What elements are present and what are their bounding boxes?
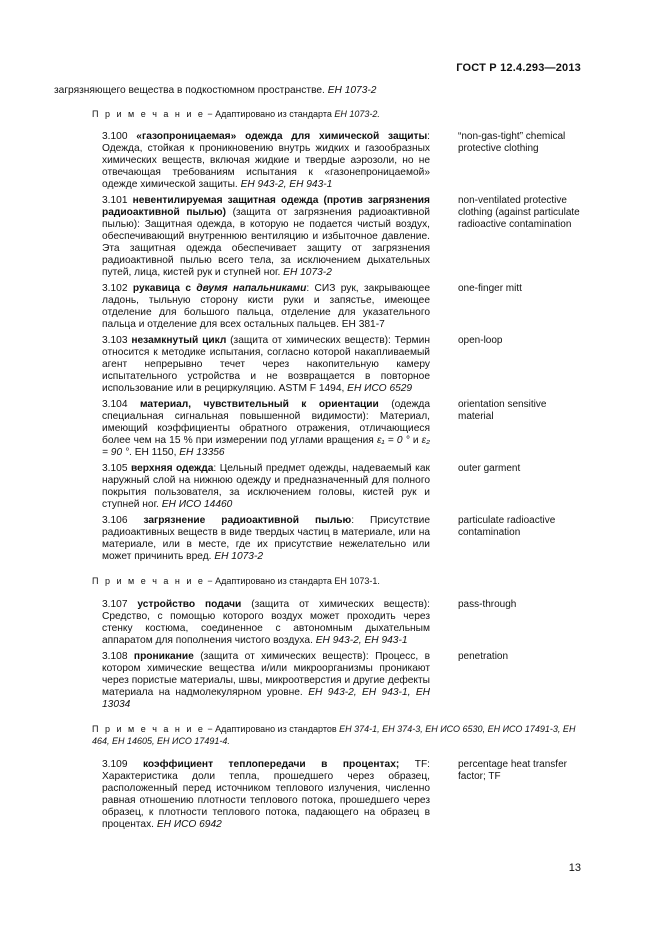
term-3-100-ref: ЕН 943-2, ЕН 943-1: [240, 179, 333, 190]
term-3-104-epsilon-1: ε₁ = 0 °: [376, 435, 410, 446]
term-3-107: [54, 599, 584, 647]
note-1-text: − Адаптировано из стандарта: [204, 109, 335, 119]
term-3-103-en: open-loop: [458, 335, 503, 346]
note-1: [54, 108, 584, 120]
term-3-104: [54, 399, 584, 459]
term-3-104-ref: ЕН 13356: [179, 447, 225, 458]
intro-text: загрязняющего вещества в подкостюмном пространстве.: [54, 85, 325, 96]
note-3-text: − Адаптировано из стандартов: [204, 724, 340, 734]
note-2-label: П р и м е ч а н и е: [92, 576, 205, 586]
term-3-103-ref: ЕН ИСО 6529: [347, 383, 413, 394]
note-3-refs: ЕН 374-1, ЕН 374-3, ЕН ИСО 6530, ЕН ИСО 17491-3, ЕН 464, ЕН 14605, ЕН ИСО 17491-4.: [92, 724, 576, 746]
note-2-text: − Адаптировано из стандарта ЕН 1073-1.: [204, 576, 380, 586]
term-3-107-ru: [54, 599, 430, 647]
term-3-107-ref: ЕН 943-2, ЕН 943-1: [315, 635, 408, 646]
intro-ref: ЕН 1073-2: [327, 85, 377, 96]
term-3-102-term-a: рукавица с: [132, 283, 197, 294]
term-3-104-body-b: . ЕН 1150,: [129, 447, 180, 458]
document-header: ГОСТ Р 12.4.293—2013: [456, 62, 581, 74]
term-3-104-mid: и: [409, 435, 422, 446]
term-3-109-ru: [54, 759, 430, 831]
term-3-104-num: 3.104: [102, 399, 140, 410]
term-3-101-ru: [54, 195, 430, 279]
term-3-106-en: particulate radioactive contamination: [458, 515, 556, 538]
note-2: [54, 575, 584, 587]
term-3-101-en: non-ventilated protective clothing (against particulate radioactive contamination: [458, 195, 580, 230]
term-3-102-en: one-finger mitt: [458, 283, 522, 294]
document-body: [54, 85, 584, 831]
term-3-106-ref: ЕН 1073-2: [214, 551, 264, 562]
term-3-101-term: невентилируемая защитная одежда (против загрязнения радиоактивной пылью): [102, 195, 430, 218]
term-3-105-en: outer garment: [458, 463, 521, 474]
term-3-108-num: 3.108: [102, 651, 134, 662]
term-3-101-ref: ЕН 1073-2: [283, 267, 332, 278]
term-3-108-ru: [54, 651, 430, 711]
term-3-108: [54, 651, 584, 711]
term-3-105: [54, 463, 584, 511]
term-3-104-ru: [54, 399, 430, 459]
term-3-102-body: : СИЗ рук, закрывающее ладонь, тыльную сторону кисти руки и запястье, имеющее отделение для большого пальца, отделение для указательного пальца и отделение для всех остальных пальцев. ЕН 381-7: [102, 283, 430, 330]
term-3-101: [54, 195, 584, 279]
term-3-106-num: 3.106: [102, 515, 144, 526]
term-3-109-body: TF: Характеристика доли тепла, прошедшего через образец, расположенный перед источником теплового излучения, численно равная отношению плотности теплового потока, прошедшего через образец, к плотности теплового потока, падающего на образец в процентах.: [102, 759, 431, 830]
intro-paragraph: [54, 85, 584, 97]
term-3-102-num: 3.102: [102, 283, 133, 294]
term-3-108-term: проникание: [133, 651, 194, 662]
term-3-102-term-b: двумя напальниками: [196, 283, 307, 294]
term-3-109-num: 3.109: [102, 759, 143, 770]
term-3-105-num: 3.105: [102, 463, 131, 474]
term-3-106-body: : Присутствие радиоактивных веществ в виде твердых частиц в материале, или на материале, или в месте, где их присутствие нежелательно или может причинить вред.: [102, 515, 431, 562]
term-3-100: [54, 131, 584, 191]
page-number: 13: [568, 862, 581, 874]
term-3-100-term: «газопроницаемая» одежда для химической защиты: [136, 131, 428, 142]
term-3-105-body: : Цельный предмет одежды, надеваемый как наружный слой на нижнюю одежду и предназначенный для полного покрытия пользователя, за исключением головы, кистей рук и ступней ног.: [102, 463, 430, 510]
term-3-104-body-a: (одежда специальная сигнальная повышенной видимости): Материал, имеющий коэффициенты обратного отражения, отличающиеся более чем на 15 % при измерении под углами вращения: [102, 399, 430, 446]
term-3-103-num: 3.103: [102, 335, 132, 346]
term-3-104-term: материал, чувствительный к ориентации: [139, 399, 379, 410]
term-3-107-body: (защита от химических веществ): Средство, с помощью которого воздух может проходить через стенку костюма, соединенное с автономным дыхательным аппаратом для пополнения чистого воздуха.: [102, 599, 431, 646]
term-3-106: [54, 515, 584, 563]
term-3-108-ref: ЕН 943-2, ЕН 943-1, ЕН 13034: [102, 687, 430, 710]
term-3-103-term: незамкнутый цикл: [131, 335, 227, 346]
term-3-103: [54, 335, 584, 395]
term-3-103-ru: [54, 335, 430, 395]
term-3-109-en: percentage heat transfer factor; TF: [458, 759, 567, 782]
note-1-label: П р и м е ч а н и е: [92, 109, 205, 119]
note-3: [54, 723, 584, 747]
term-3-108-en: penetration: [458, 651, 509, 662]
term-3-105-ref: ЕН ИСО 14460: [161, 499, 233, 510]
term-3-101-num: 3.101: [102, 195, 133, 206]
term-3-109-ref: ЕН ИСО 6942: [156, 819, 222, 830]
term-3-101-body: (защита от загрязнения радиоактивной пылью): Защитная одежда, в которую не подается чистый воздух, обеспечивающий внутреннюю вентиляцию и избыточное давление. Эта защитная одежда обеспечивает защиту от загрязнения радиоактивной пылью всего тела, за исключением дыхательных путей, лица, кистей рук и ступней ног.: [102, 207, 430, 278]
term-3-104-epsilon-2: ε₂ = 90 °: [102, 435, 431, 458]
term-3-107-num: 3.107: [102, 599, 138, 610]
term-3-107-term: устройство подачи: [137, 599, 242, 610]
term-3-106-ru: [54, 515, 430, 563]
term-3-100-ru: [54, 131, 430, 191]
term-3-108-body: (защита от химических веществ): Процесс, в котором химические вещества и/или микроорганизмы проникают через пористые материалы, швы, микроотверстия и другие дефекты материала на надмолекулярном уровне.: [102, 651, 430, 698]
term-3-105-term: верхняя одежда: [130, 463, 214, 474]
term-3-109-term: коэффициент теплопередачи в процентах;: [142, 759, 400, 770]
term-3-106-term: загрязнение радиоактивной пылью: [143, 515, 352, 526]
term-3-100-num: 3.100: [102, 131, 137, 142]
term-3-100-en: “non-gas-tight” chemical protective clothing: [458, 131, 566, 154]
term-3-100-body: : Одежда, стойкая к проникновению внутрь жидких и газообразных химических веществ, включая жидкие и твердые аэрозоли, но не отвечающая требованиям испытания к «газонепроницаемой» одежде химической защиты.: [102, 131, 430, 190]
term-3-105-ru: [54, 463, 430, 511]
note-1-ref: ЕН 1073-2.: [334, 109, 380, 119]
note-3-label: П р и м е ч а н и е: [92, 724, 205, 734]
term-3-102-ru: [54, 283, 430, 331]
term-3-104-en: orientation sensitive material: [458, 399, 547, 422]
term-3-103-body: (защита от химических веществ): Термин относится к методике испытания, согласно которой накапливаемый агент непрерывно течет через накопительную камеру испытательного устройства и не возвращается в повторное использование или в рециркуляцию. ASTM F 1494,: [102, 335, 430, 394]
term-3-107-en: pass-through: [458, 599, 517, 610]
term-3-102: [54, 283, 584, 331]
term-3-109: [54, 759, 584, 831]
